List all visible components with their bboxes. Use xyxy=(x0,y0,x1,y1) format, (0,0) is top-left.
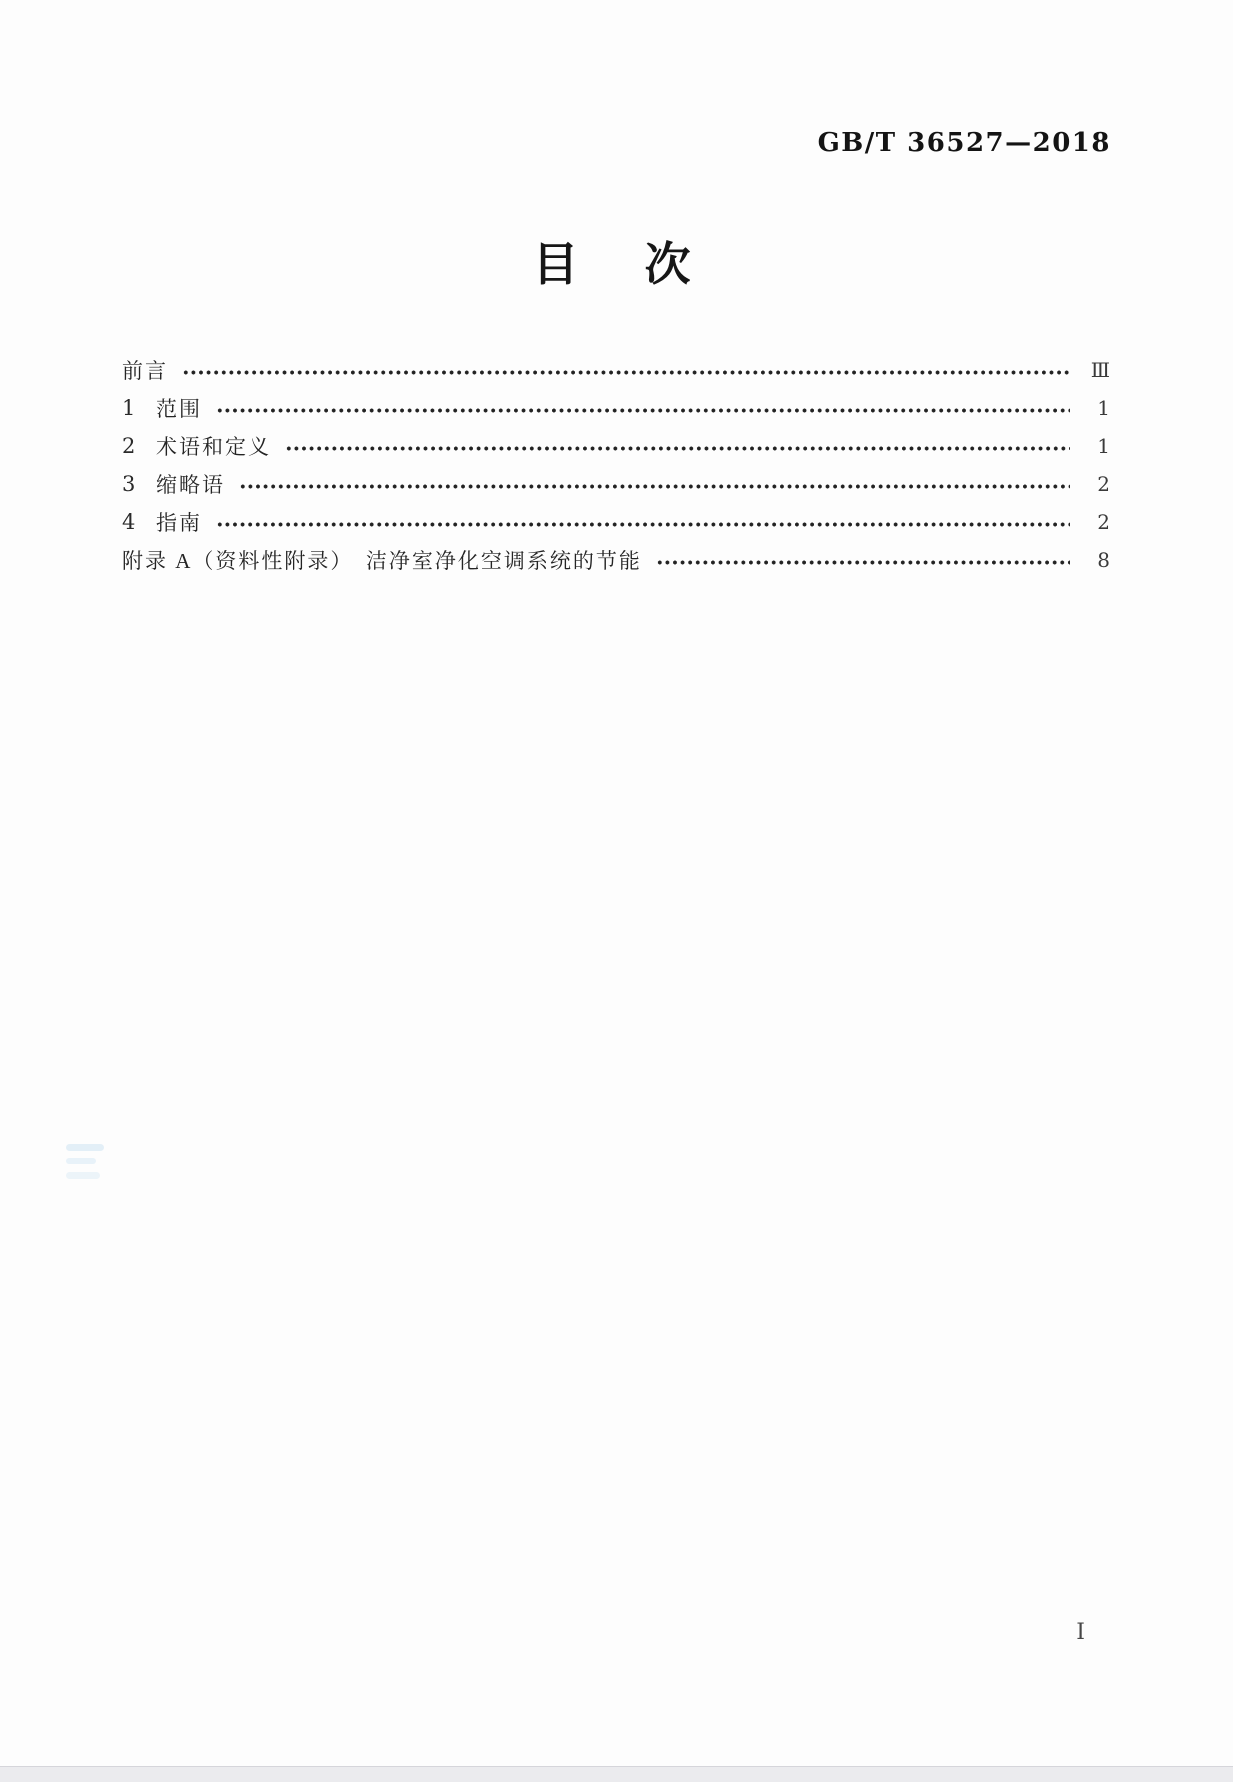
toc-entry xyxy=(122,465,1110,503)
toc-entry-page: Ⅲ xyxy=(1090,358,1110,382)
toc-entry-page: 8 xyxy=(1097,548,1110,572)
toc-entry xyxy=(122,503,1110,541)
toc-entry-label: 附录 A（资料性附录） 洁净室净化空调系统的节能 xyxy=(122,549,642,573)
toc-entry-page: 2 xyxy=(1097,472,1110,496)
toc-entry-label: 前言 xyxy=(122,359,168,383)
toc-entry xyxy=(122,427,1110,465)
toc-entry-label: 指南 xyxy=(156,511,202,535)
toc-list xyxy=(122,351,1110,579)
toc-dot-leader xyxy=(216,399,1070,421)
toc-entry-page: 2 xyxy=(1097,510,1110,534)
folio-page-number: Ⅰ xyxy=(1076,1620,1085,1645)
toc-entry xyxy=(122,389,1110,427)
page-title: 目 次 xyxy=(532,239,701,290)
toc-dot-leader xyxy=(656,551,1070,573)
toc-entry-page: 1 xyxy=(1097,434,1110,458)
toc-dot-leader xyxy=(239,475,1070,497)
toc-entry-label: 术语和定义 xyxy=(156,435,271,459)
toc-entry-number: 1 xyxy=(122,396,136,420)
scan-edge-strip xyxy=(0,1766,1233,1782)
toc-entry-number: 4 xyxy=(122,510,136,534)
toc-dot-leader xyxy=(216,513,1070,535)
toc-entry-label: 缩略语 xyxy=(156,473,225,497)
toc-entry-label: 范围 xyxy=(156,397,202,421)
toc-dot-leader xyxy=(285,437,1070,459)
toc-entry xyxy=(122,351,1110,389)
standard-code: GB/T 36527—2018 xyxy=(817,128,1111,158)
toc-entry xyxy=(122,541,1110,579)
toc-dot-leader xyxy=(182,361,1070,383)
toc-entry-page: 1 xyxy=(1097,396,1110,420)
toc-entry-number: 2 xyxy=(122,434,136,458)
toc-entry-number: 3 xyxy=(122,472,136,496)
scan-smudge xyxy=(66,1144,110,1192)
